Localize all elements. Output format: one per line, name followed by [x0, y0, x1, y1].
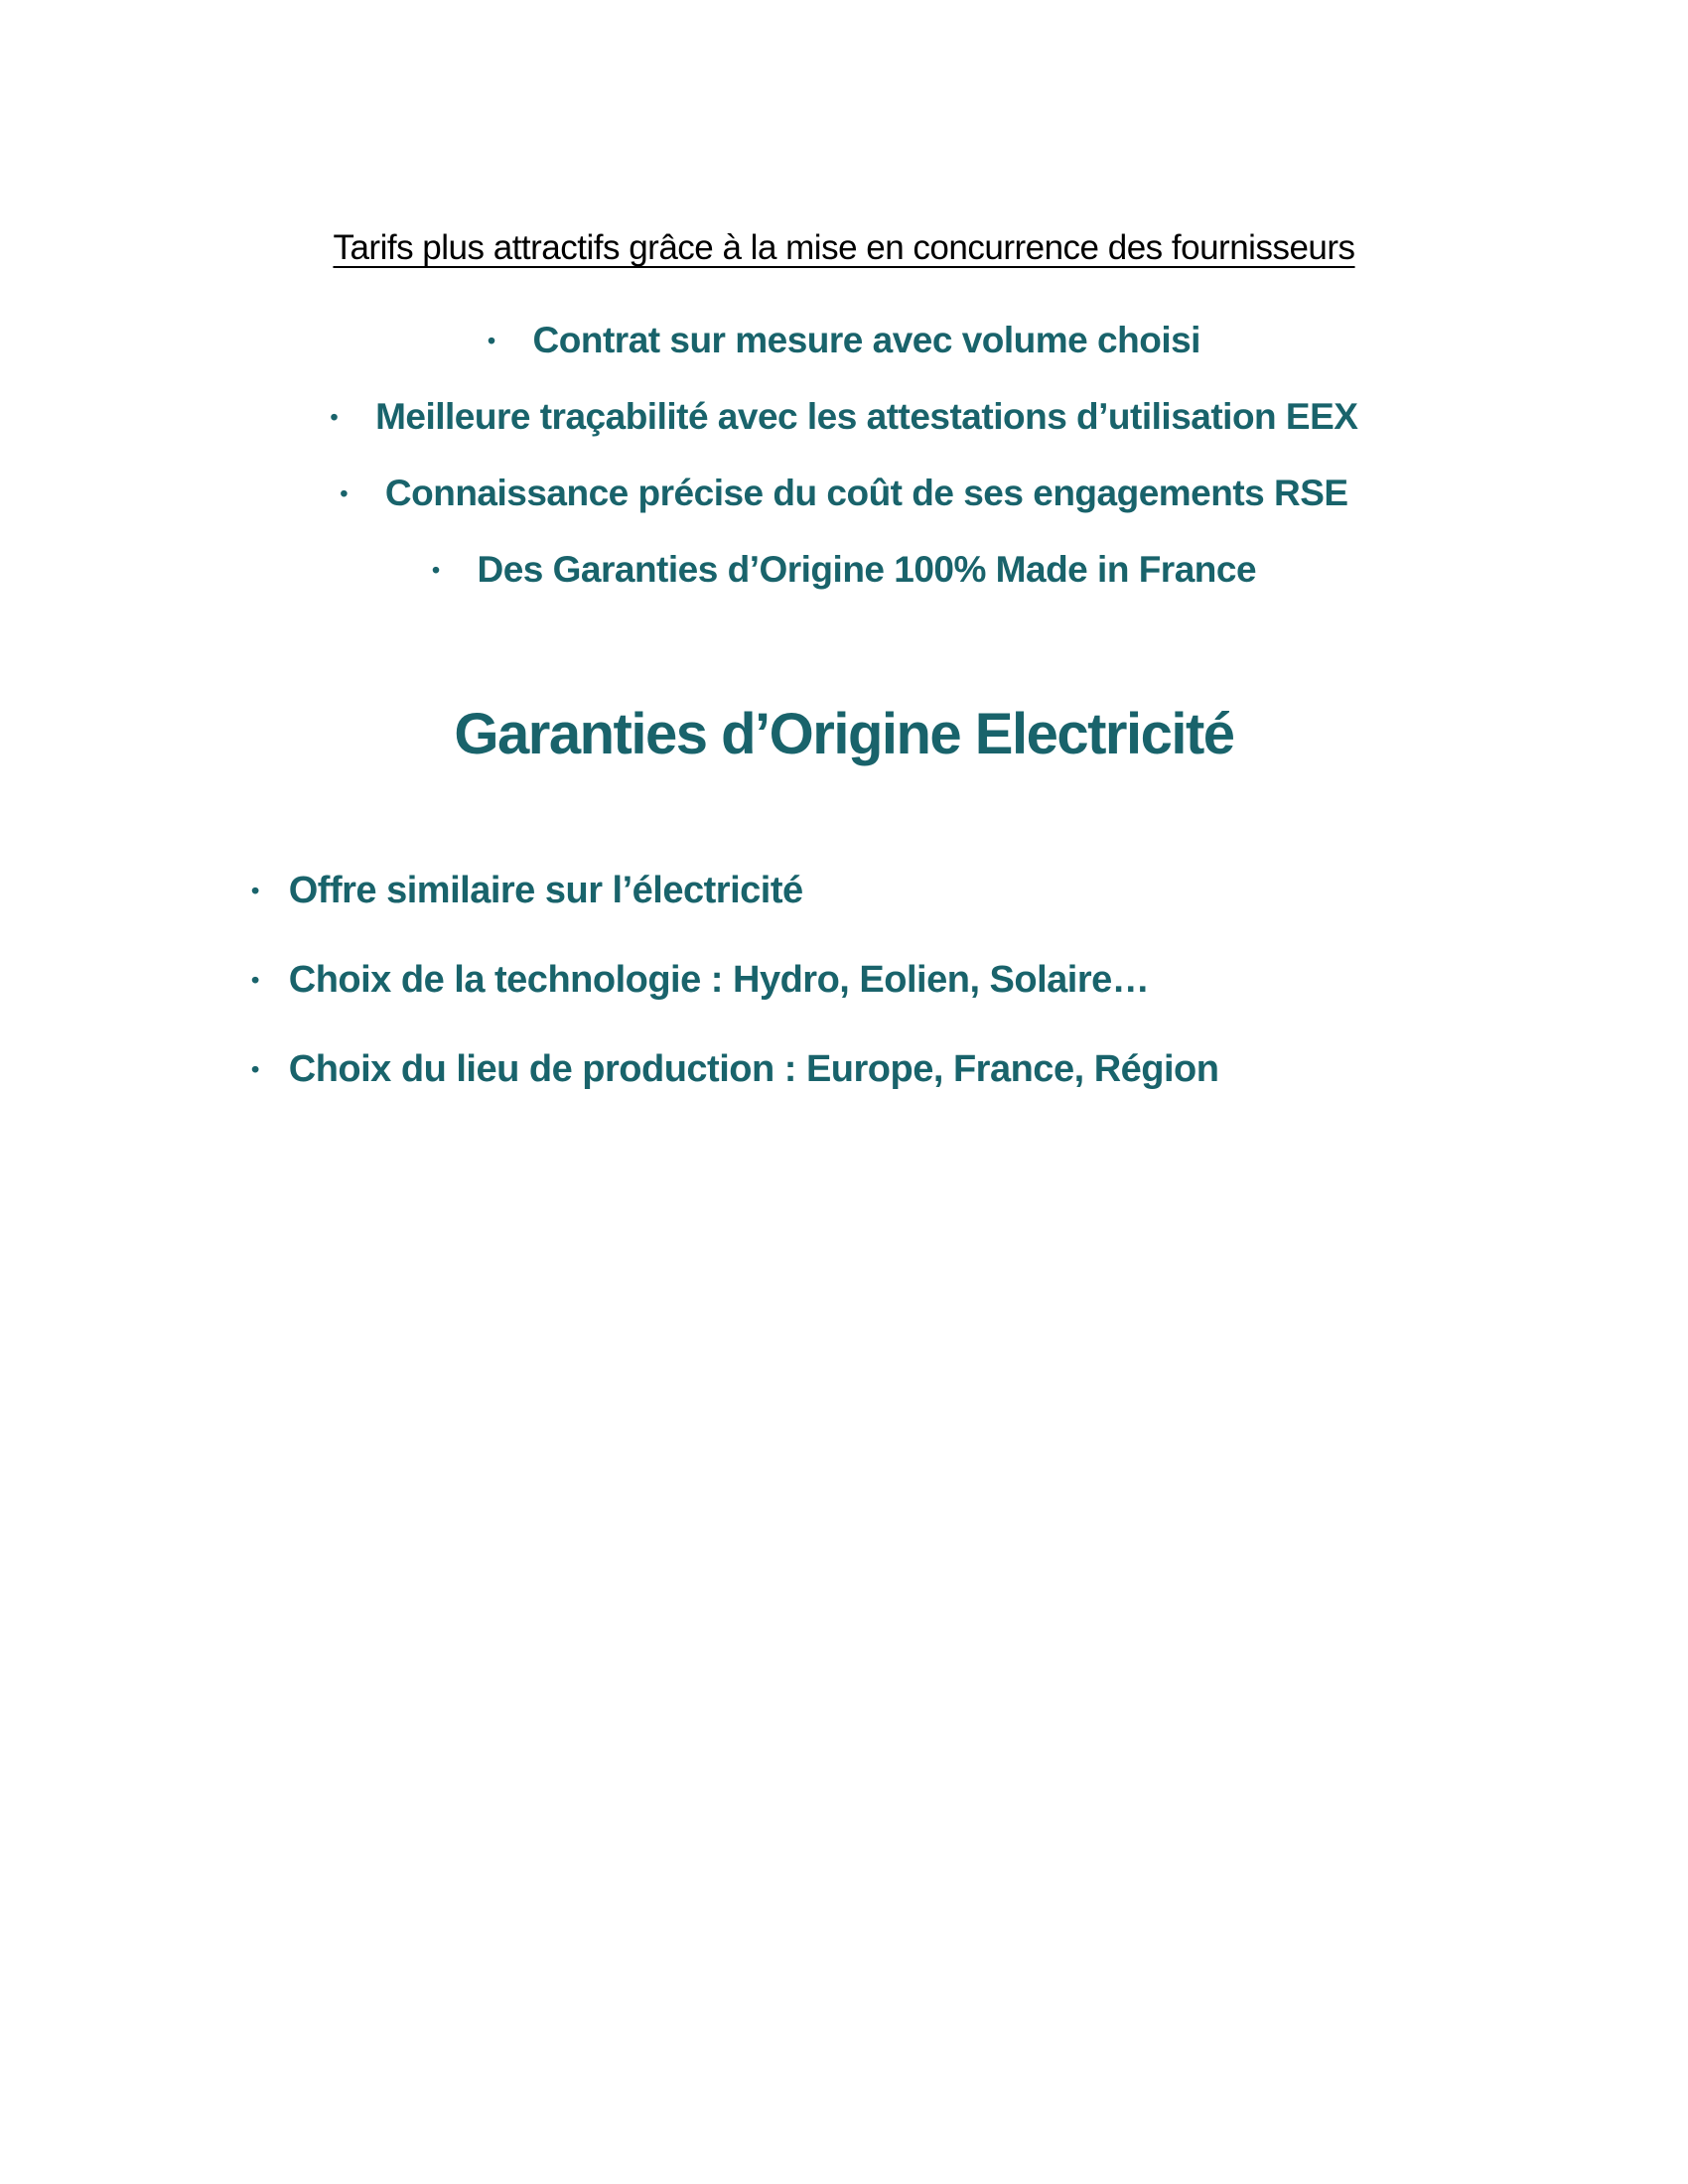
- list-item-text: Choix du lieu de production : Europe, France, Région: [288, 1048, 1219, 1090]
- list-item: [0, 870, 1688, 959]
- list-item: [0, 549, 1688, 625]
- list-item-text: Connaissance précise du coût de ses engagements RSE: [384, 473, 1348, 513]
- bullet-icon: •: [340, 480, 348, 506]
- list-item: [0, 959, 1688, 1048]
- bullet-icon: •: [251, 878, 259, 903]
- list-item-text: Choix de la technologie : Hydro, Eolien, Solaire…: [288, 959, 1150, 1001]
- bullet-icon: •: [330, 404, 339, 430]
- intro-title-text: Tarifs plus attractifs grâce à la mise en concurrence des fournisseurs: [333, 228, 1355, 267]
- intro-title: [0, 228, 1688, 268]
- list-item: [0, 473, 1688, 549]
- bullet-icon: •: [251, 1056, 259, 1082]
- list-item: [0, 396, 1688, 473]
- list-item: [0, 320, 1688, 396]
- list-item-text: Contrat sur mesure avec volume choisi: [532, 320, 1200, 360]
- list-item: [0, 1048, 1688, 1138]
- section-bullet-list: [0, 870, 1688, 1138]
- bullet-icon: •: [488, 328, 495, 353]
- intro-bullet-list: [0, 320, 1688, 625]
- bullet-icon: •: [251, 967, 259, 993]
- section-heading: Garanties d’Origine Electricité: [454, 702, 1234, 766]
- list-item-text: Meilleure traçabilité avec les attestations d’utilisation EEX: [375, 396, 1358, 437]
- bullet-icon: •: [431, 557, 440, 583]
- list-item-text: Des Garanties d’Origine 100% Made in France: [477, 549, 1257, 590]
- list-item-text: Offre similaire sur l’électricité: [288, 870, 803, 911]
